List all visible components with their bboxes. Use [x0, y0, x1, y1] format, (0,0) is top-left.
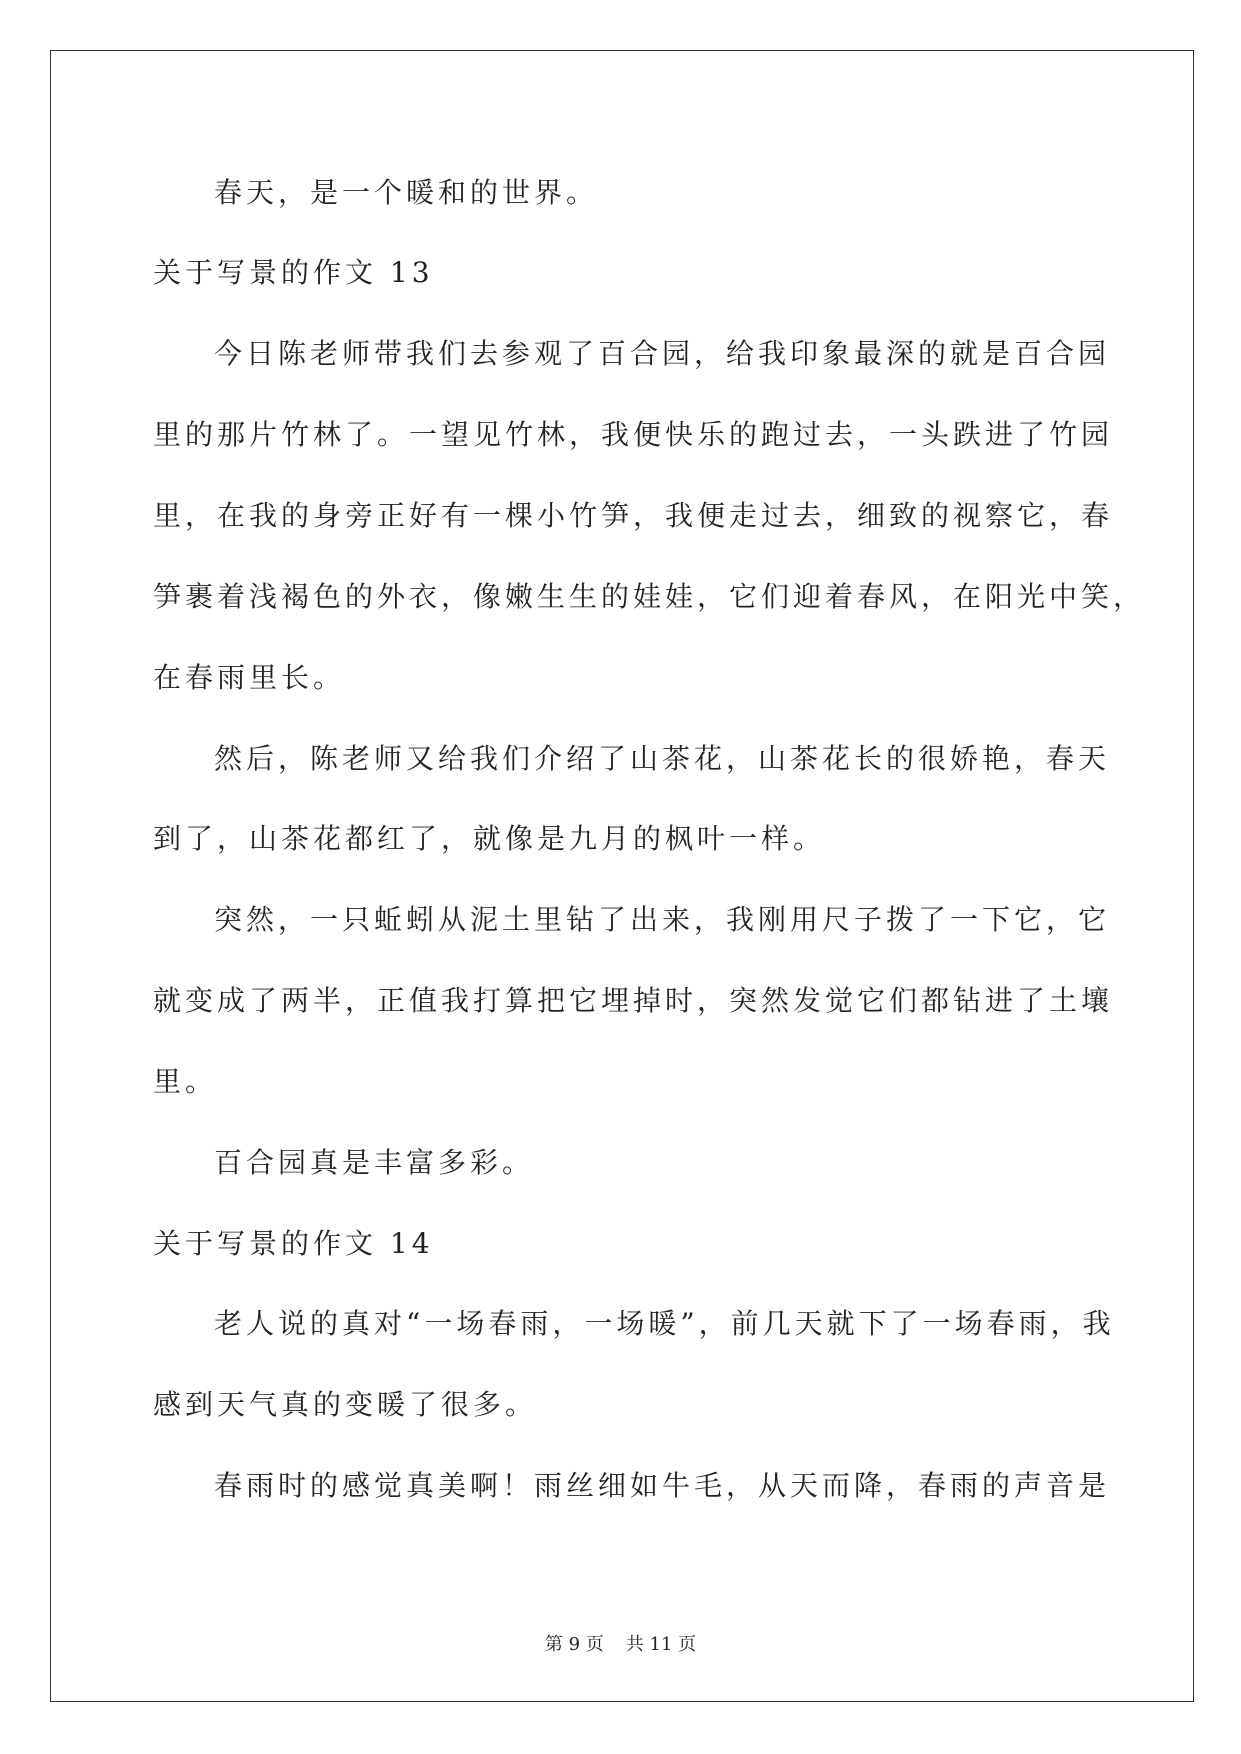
paragraph-line: 里，在我的身旁正好有一棵小竹笋，我便走过去，细致的视察它，春	[153, 499, 1114, 532]
paragraph-line: 感到天气真的变暖了很多。	[153, 1388, 538, 1421]
page-border	[50, 50, 1194, 1702]
page-number: 第 9 页	[544, 1634, 604, 1655]
paragraph-line: 春天，是一个暖和的世界。	[214, 176, 599, 209]
paragraph-line: 笋裹着浅褐色的外衣，像嫩生生的娃娃，它们迎着春风，在阳光中笑，	[153, 580, 1146, 613]
paragraph-line: 春雨时的感觉真美啊！雨丝细如牛毛，从天而降，春雨的声音是	[214, 1469, 1111, 1502]
paragraph-line: 就变成了两半，正值我打算把它埋掉时，突然发觉它们都钻进了土壤	[153, 984, 1114, 1017]
paragraph-line: 里。	[153, 1065, 218, 1098]
paragraph-line: 然后，陈老师又给我们介绍了山茶花，山茶花长的很娇艳，春天	[214, 742, 1111, 775]
paragraph-line: 在春雨里长。	[153, 661, 346, 694]
paragraph-line: 到了，山茶花都红了，就像是九月的枫叶一样。	[153, 822, 826, 855]
page-total: 共 11 页	[625, 1634, 697, 1655]
paragraph-line: 老人说的真对“一场春雨，一场暖”，前几天就下了一场春雨，我	[214, 1307, 1115, 1340]
paragraph-line: 百合园真是丰富多彩。	[214, 1146, 535, 1179]
paragraph-line: 今日陈老师带我们去参观了百合园，给我印象最深的就是百合园	[214, 337, 1111, 370]
paragraph-line: 里的那片竹林了。一望见竹林，我便快乐的跑过去，一头跌进了竹园	[153, 418, 1114, 451]
page-footer	[0, 1633, 1241, 1657]
paragraph-line: 突然，一只蚯蚓从泥土里钻了出来，我刚用尺子拨了一下它，它	[214, 903, 1111, 936]
section-heading: 关于写景的作文 13	[153, 256, 434, 289]
section-heading: 关于写景的作文 14	[153, 1227, 434, 1260]
